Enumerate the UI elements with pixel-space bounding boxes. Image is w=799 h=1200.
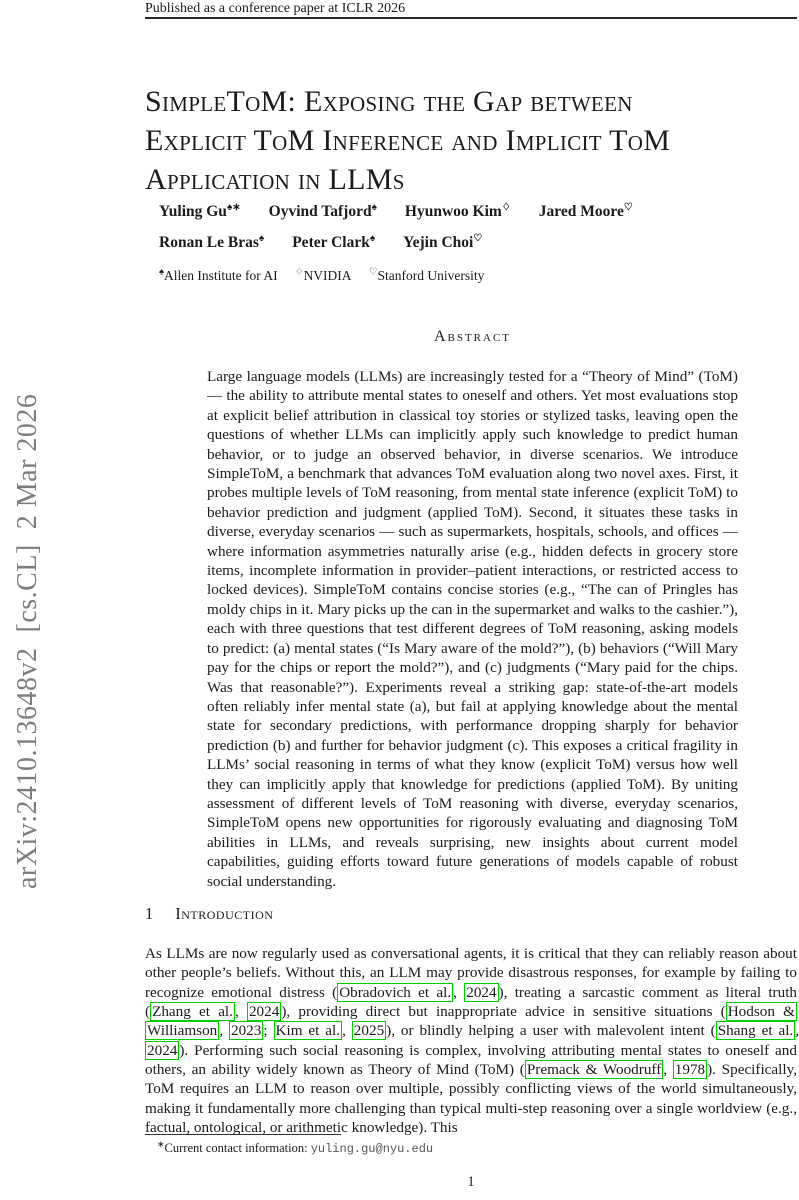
page-number: 1 (467, 1174, 475, 1190)
author-name: Oyvind Tafjord (268, 203, 372, 220)
author-name: Yuling Gu (159, 203, 227, 220)
citation-link[interactable]: Kim et al. (275, 1022, 341, 1040)
citation-link[interactable]: 2024 (248, 1003, 280, 1021)
author-name: Ronan Le Bras (159, 234, 259, 251)
affiliation (369, 268, 484, 283)
citation-link[interactable]: 2024 (147, 1041, 178, 1059)
affiliations-line (159, 268, 498, 284)
author-affiliation-mark: ♡ (473, 232, 483, 244)
author-row (159, 233, 779, 253)
affiliation (295, 268, 352, 283)
paper-title-line: Explicit ToM Inference and Implicit ToM (145, 124, 671, 157)
author-name: Peter Clark (292, 234, 370, 251)
author (269, 202, 377, 222)
citation-link[interactable]: Zhang et al. (152, 1003, 233, 1021)
citation-link[interactable]: 2023 (230, 1022, 262, 1040)
header-rule (145, 17, 797, 19)
affiliation-mark: ♡ (368, 267, 378, 278)
affiliation (159, 268, 278, 283)
author-block (159, 202, 779, 264)
arxiv-watermark: arXiv:2410.13648v2 [cs.CL] 2 Mar 2026 (12, 393, 43, 889)
footnote-email: yuling.gu@nyu.edu (310, 1142, 434, 1157)
abstract-heading: Abstract (433, 328, 512, 345)
citation-link[interactable]: Shang et al. (717, 1022, 794, 1040)
affiliation-mark: ♠ (159, 267, 165, 278)
author (292, 233, 375, 253)
author-row (159, 202, 779, 222)
paper-title-line: Application in LLMs (145, 163, 405, 196)
author-affiliation-mark: ♡ (623, 201, 633, 213)
footnote-label: Current contact information: (164, 1141, 311, 1156)
citation-link[interactable]: Hodson & Williamson (147, 1003, 795, 1040)
author-name: Jared Moore (538, 203, 624, 220)
author-name: Hyunwoo Kim (404, 203, 502, 220)
section-title: Introduction (175, 904, 274, 923)
citation-link[interactable]: 2024 (466, 983, 497, 1001)
header-conference-note: Published as a conference paper at ICLR 2026 (145, 1, 406, 16)
citation-link[interactable]: 2025 (353, 1022, 385, 1040)
affiliation-name: NVIDIA (303, 268, 352, 283)
author (403, 233, 482, 253)
author (159, 233, 264, 253)
author (159, 202, 241, 222)
author-affiliation-mark: ♠ (258, 232, 265, 244)
footnote (145, 1139, 785, 1156)
footnote-marker: ∗ (157, 1139, 165, 1149)
author-affiliation-mark: ♢ (501, 201, 511, 213)
affiliation-name: Allen Institute for AI (164, 268, 278, 283)
author-affiliation-mark: ♠ (369, 232, 376, 244)
author (539, 202, 633, 222)
author-name: Yejin Choi (403, 234, 474, 251)
citation-link[interactable]: Premack & Woodruff (526, 1061, 662, 1079)
affiliation-mark: ♢ (295, 267, 304, 278)
author (405, 202, 511, 222)
affiliation-name: Stanford University (377, 268, 485, 283)
paper-title-line: SimpleToM: Exposing the Gap between (145, 85, 633, 118)
section-number: 1 (145, 904, 154, 923)
citation-link[interactable]: 1978 (674, 1061, 706, 1079)
footnote-rule (145, 1134, 341, 1135)
author-affiliation-mark: ♠ (371, 201, 377, 213)
citation-link[interactable]: Obradovich et al. (339, 983, 452, 1001)
author-affiliation-mark: ♠∗ (226, 201, 241, 213)
paper-title (145, 82, 790, 199)
abstract-text: Large language models (LLMs) are increasingly tested for a “Theory of Mind” (ToM) — the ability to attribute mental states to oneself and others. Yet most evaluations stop at explicit belief attribution in classical toy stories or stylized tasks, leaving open the questions of whether LLMs can implicitly apply such knowledge to predict human behavior, or to judge an observed behavior, in diverse scenarios. We introduce SimpleToM, a benchmark that advances ToM evaluation along two novel axes. First, it probes multiple levels of ToM reasoning, from mental state inference (explicit ToM) to behavior prediction and judgment (applied ToM). Second, it situates these tasks in diverse, everyday scenarios — such as supermarkets, hospitals, schools, and offices — where information asymmetries naturally arise (e.g., hidden defects in grocery store items, incomplete information in provider–patient interactions, or restricted access to locked devices). SimpleToM contains concise stories (e.g., “The can of Pringles has moldy chips in it. Mary picks up the can in the supermarket and walks to the cashier.”), each with three questions that test different degrees of ToM reasoning, asking models to predict: (a) mental states (“Is Mary aware of the mold?”), (b) behaviors (“Will Mary pay for the chips or report the mold?”), and (c) judgments (“Mary paid for the chips. Was that reasonable?”). Experiments reveal a striking gap: state-of-the-art models often reliably infer mental state (a), but fail at applying knowledge about the mental state for secondary predictions, with performance dropping sharply for behavior prediction (b) and further for behavior judgment (c). This exposes a critical fragility in LLMs’ social reasoning in terms of what they know (explicit ToM) versus how well they can implicitly apply that knowledge for predictions (applied ToM). By uniting assessment of different levels of ToM reasoning with diverse, everyday scenarios, SimpleToM opens new opportunities for rigorously evaluating and diagnosing ToM abilities in LLMs, and reveals surprising, new insights about current model capabilities, guiding efforts toward future generations of models capable of robust social understanding. (207, 368, 738, 890)
introduction-paragraph: As LLMs are now regularly used as conversational agents, it is critical that they can reliably reason about other people’s beliefs. Without this, an LLM may provide disastrous responses, for example by failing to recognize emotional distress ( Obradovich et al. , 2024 ), treating a sarcastic comment as literal truth ( Zhang et al. , 2024 ), providing direct but inappropriate advice in sensitive situations ( Hodson & Williamson , 2023 ; Kim et al. , 2025 ), or blindly helping a user with malevolent intent ( Shang et al. , 2024 ). Performing such social reasoning is complex, involving attributing mental states to oneself and others, an ability widely known as Theory of Mind (ToM) ( Premack & Woodruff , 1978 ). Specifically, ToM requires an LLM to reason over multiple, possibly conflicting views of the world simultaneously, making it fundamentally more challenging than typical multi-step reasoning over a single worldview (e.g., factual, ontological, or arithmetic knowledge). This (145, 945, 799, 1137)
section-heading-introduction (145, 904, 273, 924)
